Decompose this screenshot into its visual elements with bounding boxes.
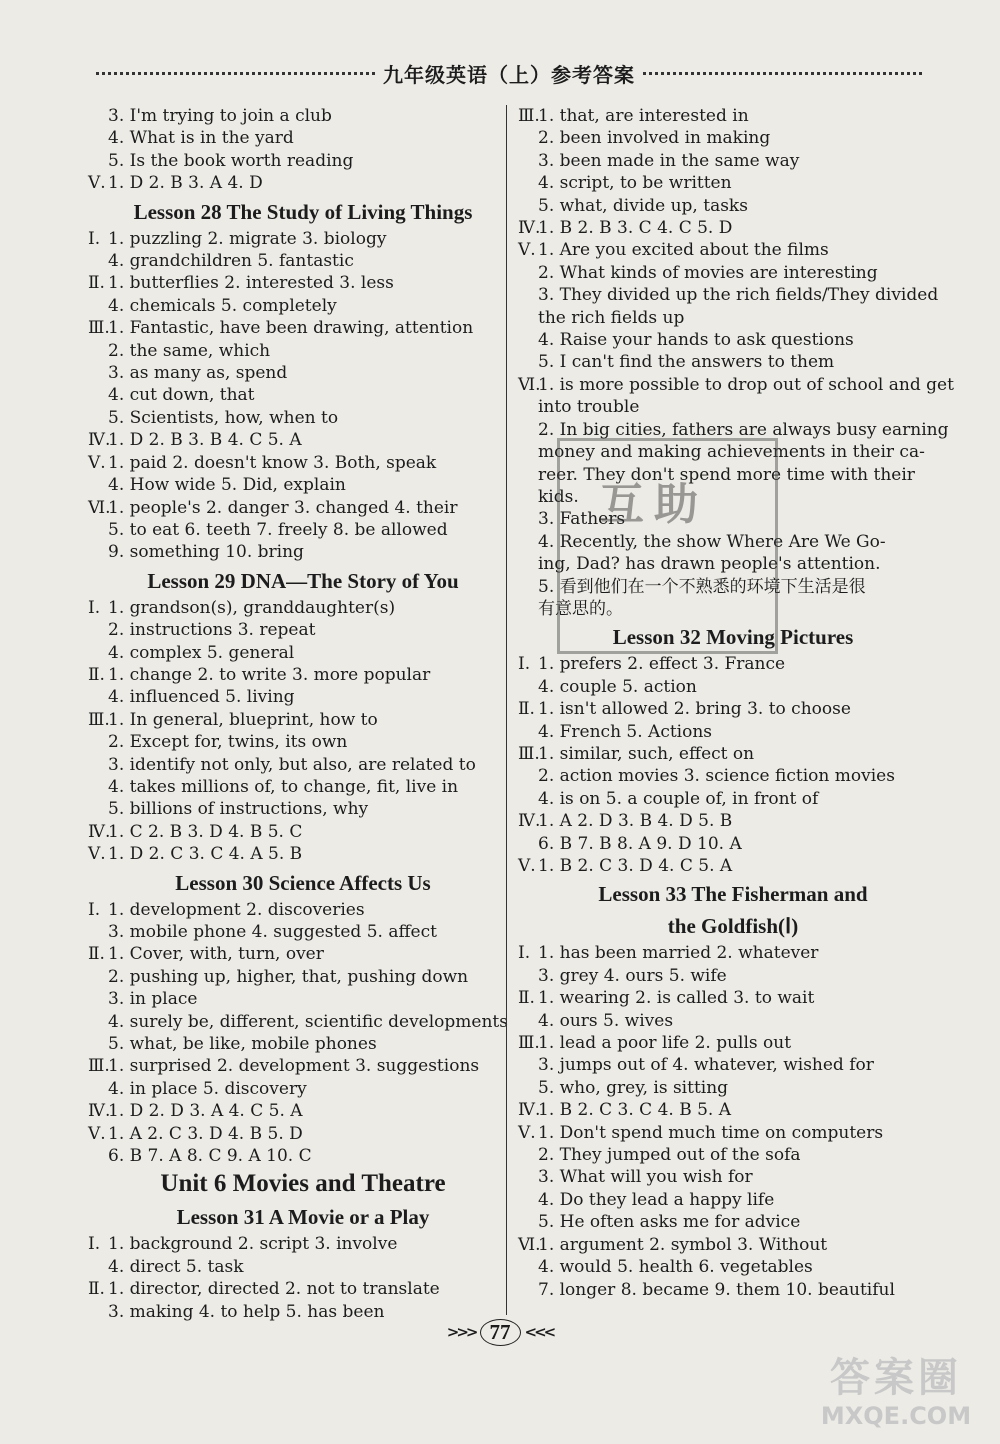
answer-line: 4. takes millions of, to change, fit, live in xyxy=(108,776,459,797)
answer-row xyxy=(518,217,948,239)
section-number: Ⅲ. xyxy=(518,743,540,764)
answer-text: 1. that, are interested in xyxy=(538,106,749,126)
answer-line: 2. action movies 3. science fiction movies xyxy=(538,766,895,787)
section-number: Ⅲ. xyxy=(88,318,110,339)
answer-text: 1. B 2. C 3. D 4. C 5. A xyxy=(538,856,733,876)
header-rule-left xyxy=(96,72,375,75)
stamp-text: 互助 xyxy=(600,479,708,530)
section-number: Ⅱ. xyxy=(518,988,535,1009)
answer-row xyxy=(88,1278,518,1300)
answer-text: 1. grandson(s), granddaughter(s) xyxy=(108,597,396,618)
answer-row xyxy=(518,1122,948,1144)
answer-line: ing, Dad? has drawn people's attention. xyxy=(538,554,881,575)
section-number: Ⅴ. xyxy=(88,1123,106,1144)
answer-text: 1. wearing 2. is called 3. to wait xyxy=(538,988,815,1009)
answer-line: 3. What will you wish for xyxy=(538,1167,753,1188)
answer-line: 4. Raise your hands to ask questions xyxy=(538,330,854,351)
answer-row xyxy=(88,709,518,731)
answer-line: 2. What kinds of movies are interesting xyxy=(538,262,878,283)
answer-row xyxy=(518,987,948,1009)
answer-line: 5. what, divide up, tasks xyxy=(538,195,748,216)
answer-line: 6. B 7. A 8. C 9. A 10. C xyxy=(108,1146,312,1167)
answer-text: 1. A 2. D 3. B 4. D 5. B xyxy=(538,811,733,832)
lesson-heading: Lesson 33 The Fisherman and xyxy=(598,882,868,907)
answer-row xyxy=(518,653,948,675)
answer-text: 1. puzzling 2. migrate 3. biology xyxy=(108,228,387,249)
answer-line: 4. chemicals 5. completely xyxy=(108,295,337,316)
section-number: Ⅲ. xyxy=(518,106,540,126)
answer-row xyxy=(518,105,948,127)
answer-text: 1. argument 2. symbol 3. Without xyxy=(538,1234,828,1255)
answer-line: 4. direct 5. task xyxy=(108,1256,244,1277)
section-number: Ⅳ. xyxy=(88,430,111,451)
unit-heading: Unit 6 Movies and Theatre xyxy=(160,1170,446,1198)
answer-text: 1. Fantastic, have been drawing, attention xyxy=(108,318,474,339)
answer-line: 7. longer 8. became 9. them 10. beautiful xyxy=(538,1279,895,1300)
answer-line: 4. is on 5. a couple of, in front of xyxy=(538,788,819,809)
answer-row xyxy=(88,497,518,519)
watermark xyxy=(806,1354,986,1434)
answer-line: 3. mobile phone 4. suggested 5. affect xyxy=(108,922,437,942)
section-number: Ⅴ. xyxy=(88,844,106,865)
section-number: Ⅴ. xyxy=(518,1122,536,1143)
answer-line: 3. grey 4. ours 5. wife xyxy=(538,965,727,986)
answer-row xyxy=(88,1123,518,1145)
section-number: Ⅰ. xyxy=(88,228,101,249)
section-number: Ⅵ. xyxy=(88,497,111,518)
answer-text: 1. director, directed 2. not to translate xyxy=(108,1279,440,1300)
answer-row xyxy=(88,172,518,194)
answer-line: into trouble xyxy=(538,397,640,418)
answer-line: 4. couple 5. action xyxy=(538,676,697,697)
answer-line: 2. In big cities, fathers are always busy earning xyxy=(538,419,949,440)
answer-line: 3. making 4. to help 5. has been xyxy=(108,1301,385,1322)
answer-row xyxy=(518,374,954,396)
answer-line: 有意思的。 xyxy=(538,598,623,619)
answer-line: 4. ours 5. wives xyxy=(538,1010,674,1031)
answer-text: 1. D 2. B 3. A 4. D xyxy=(108,173,263,194)
answer-line: 2. They jumped out of the sofa xyxy=(538,1145,801,1166)
section-number: Ⅱ. xyxy=(518,699,535,720)
answer-line: 3. They divided up the rich fields/They divided xyxy=(538,285,939,306)
answer-row xyxy=(88,597,518,619)
answer-text: 1. B 2. B 3. C 4. C 5. D xyxy=(538,218,733,239)
lesson-heading: Lesson 30 Science Affects Us xyxy=(175,870,431,895)
answer-row xyxy=(88,821,518,843)
section-number: Ⅱ. xyxy=(88,273,105,294)
answer-line: 5. billions of instructions, why xyxy=(108,799,369,820)
answer-line: 4. would 5. health 6. vegetables xyxy=(538,1257,813,1278)
watermark-logo: 答案圈 xyxy=(830,1355,962,1401)
page-number-arrows-right-icon: <<< xyxy=(524,1323,554,1341)
lesson-heading: Lesson 32 Moving Pictures xyxy=(612,625,854,650)
answer-text: 1. D 2. D 3. A 4. C 5. A xyxy=(108,1101,303,1122)
answer-line: 2. been involved in making xyxy=(538,128,771,149)
answer-row xyxy=(88,272,518,294)
page-number xyxy=(446,1315,554,1349)
answer-row xyxy=(518,855,948,877)
answer-text: 1. C 2. B 3. D 4. B 5. C xyxy=(108,821,303,842)
section-number: Ⅵ. xyxy=(518,1234,541,1255)
answer-line: 2. instructions 3. repeat xyxy=(108,620,316,641)
answer-line: 6. B 7. B 8. A 9. D 10. A xyxy=(538,833,742,854)
answer-line: 4. How wide 5. Did, explain xyxy=(108,475,346,496)
lesson-heading: the Goldfish(Ⅰ) xyxy=(667,914,799,939)
answer-row xyxy=(518,1099,948,1121)
section-number: Ⅵ. xyxy=(518,374,541,395)
answer-line: 4. surely be, different, scientific developments xyxy=(108,1011,508,1032)
section-number: Ⅰ. xyxy=(88,1234,101,1255)
answer-line: 5. to eat 6. teeth 7. freely 8. be allowed xyxy=(108,519,448,540)
answer-line: the rich fields up xyxy=(538,307,685,328)
answer-text: 1. people's 2. danger 3. changed 4. their xyxy=(108,497,458,518)
answer-line: 5. He often asks me for advice xyxy=(538,1212,801,1233)
answer-text: 1. B 2. C 3. C 4. B 5. A xyxy=(538,1100,732,1121)
answer-text: 1. is more possible to drop out of school and get xyxy=(538,374,954,395)
answer-line: 4. influenced 5. living xyxy=(108,687,295,708)
answer-row xyxy=(88,1233,518,1255)
section-number: Ⅳ. xyxy=(518,218,541,239)
section-number: Ⅱ. xyxy=(88,664,105,685)
section-number: Ⅳ. xyxy=(518,1100,541,1121)
answer-line: 5. Is the book worth reading xyxy=(108,150,354,171)
answer-line: 3. Fathers xyxy=(538,509,626,530)
answer-line: 4. What is in the yard xyxy=(108,128,294,149)
answer-line: 3. in place xyxy=(108,989,198,1010)
answer-row xyxy=(88,228,518,250)
answer-row xyxy=(518,810,948,832)
answer-line: 4. Do they lead a happy life xyxy=(538,1189,775,1210)
answer-row xyxy=(88,899,518,921)
answer-line: 4. script, to be written xyxy=(538,173,732,194)
answer-text: 1. has been married 2. whatever xyxy=(538,943,819,964)
answer-row xyxy=(88,664,518,686)
section-number: Ⅳ. xyxy=(88,1101,111,1122)
section-number: Ⅲ. xyxy=(88,1056,110,1077)
column-divider xyxy=(506,105,507,1315)
answer-line: 4. cut down, that xyxy=(108,385,255,406)
section-number: Ⅴ. xyxy=(88,452,106,473)
lesson-heading: Lesson 28 The Study of Living Things xyxy=(133,199,473,224)
section-number: Ⅰ. xyxy=(88,597,101,618)
answer-line: 3. as many as, spend xyxy=(108,363,288,384)
section-number: Ⅰ. xyxy=(88,899,101,920)
page-header xyxy=(88,58,930,88)
answer-line: 5. who, grey, is sitting xyxy=(538,1077,729,1098)
answer-line: 4. in place 5. discovery xyxy=(108,1078,307,1099)
header-rule-right xyxy=(643,72,922,75)
answer-line: 3. identify not only, but also, are related to xyxy=(108,754,476,775)
answer-text: 1. Are you excited about the films xyxy=(538,240,829,261)
answer-line: reer. They don't spend more time with their xyxy=(538,464,915,485)
answer-line: kids. xyxy=(538,486,579,507)
answer-text: 1. development 2. discoveries xyxy=(108,899,365,920)
watermark-site: MXQE.COM xyxy=(820,1402,972,1430)
section-number: Ⅴ. xyxy=(518,856,536,876)
answer-row xyxy=(518,698,948,720)
section-number: Ⅱ. xyxy=(88,944,105,965)
section-number: Ⅴ. xyxy=(88,173,106,194)
answer-row xyxy=(88,452,518,474)
answer-text: 1. paid 2. doesn't know 3. Both, speak xyxy=(108,452,437,473)
page-number-arrows-left-icon: >>> xyxy=(446,1323,476,1341)
answer-row xyxy=(518,1234,948,1256)
lesson-heading: Lesson 31 A Movie or a Play xyxy=(176,1205,430,1230)
answer-row xyxy=(518,743,948,765)
answer-text: 1. change 2. to write 3. more popular xyxy=(108,664,431,685)
section-number: Ⅰ. xyxy=(518,943,531,964)
lesson-heading: Lesson 29 DNA—The Story of You xyxy=(147,568,459,593)
answer-line: 2. the same, which xyxy=(108,340,271,361)
answer-text: 1. similar, such, effect on xyxy=(538,743,755,764)
answer-row xyxy=(518,942,948,964)
answer-text: 1. In general, blueprint, how to xyxy=(108,709,378,730)
answer-row xyxy=(88,843,518,865)
left-column xyxy=(88,105,518,1323)
page-number-value: 77 xyxy=(480,1319,521,1346)
section-number: Ⅲ. xyxy=(518,1033,540,1054)
answer-row xyxy=(88,1100,518,1122)
answer-line: 2. Except for, twins, its own xyxy=(108,732,348,753)
answer-line: 5. I can't find the answers to them xyxy=(538,352,835,373)
section-number: Ⅰ. xyxy=(518,654,531,675)
answer-line: 4. complex 5. general xyxy=(108,642,295,663)
answer-line: 3. been made in the same way xyxy=(538,150,800,171)
answer-row xyxy=(88,943,518,965)
answer-text: 1. D 2. B 3. B 4. C 5. A xyxy=(108,430,302,451)
answer-line: 5. what, be like, mobile phones xyxy=(108,1034,377,1055)
section-number: Ⅴ. xyxy=(518,240,536,261)
section-number: Ⅳ. xyxy=(518,811,541,832)
answer-text: 1. D 2. C 3. C 4. A 5. B xyxy=(108,844,303,865)
answer-text: 1. isn't allowed 2. bring 3. to choose xyxy=(538,699,851,720)
page-title: 九年级英语（上）参考答案 xyxy=(383,62,635,87)
answer-line: money and making achievements in their ca- xyxy=(538,442,925,463)
answer-text: 1. A 2. C 3. D 4. B 5. D xyxy=(108,1123,303,1144)
answer-text: 1. background 2. script 3. involve xyxy=(108,1234,398,1255)
answer-text: 1. prefers 2. effect 3. France xyxy=(538,654,786,675)
answer-line: 5. Scientists, how, when to xyxy=(108,407,339,428)
answer-text: 1. surprised 2. development 3. suggestions xyxy=(108,1056,480,1077)
answer-line: 5. 看到他们在一个不熟悉的环境下生活是很 xyxy=(538,576,866,597)
section-number: Ⅳ. xyxy=(88,821,111,842)
answer-row xyxy=(518,239,948,261)
answer-line: 3. jumps out of 4. whatever, wished for xyxy=(538,1055,874,1076)
answer-line: 4. French 5. Actions xyxy=(538,721,713,742)
answer-row xyxy=(518,1032,948,1054)
answer-row xyxy=(88,429,518,451)
answer-line: 4. grandchildren 5. fantastic xyxy=(108,251,354,272)
right-column xyxy=(518,105,954,1301)
answer-line: 9. something 10. bring xyxy=(108,542,304,563)
answer-row xyxy=(88,1055,518,1077)
answer-line: 2. pushing up, higher, that, pushing down xyxy=(108,966,469,987)
section-number: Ⅲ. xyxy=(88,709,110,730)
answer-text: 1. Cover, with, turn, over xyxy=(108,944,324,965)
section-number: Ⅱ. xyxy=(88,1279,105,1300)
answer-text: 1. lead a poor life 2. pulls out xyxy=(538,1033,792,1054)
answer-line: 4. Recently, the show Where Are We Go- xyxy=(538,531,886,552)
answer-row xyxy=(88,317,518,339)
answer-text: 1. Don't spend much time on computers xyxy=(538,1122,884,1143)
answer-line: 3. I'm trying to join a club xyxy=(108,106,332,126)
answer-text: 1. butterflies 2. interested 3. less xyxy=(108,273,394,294)
